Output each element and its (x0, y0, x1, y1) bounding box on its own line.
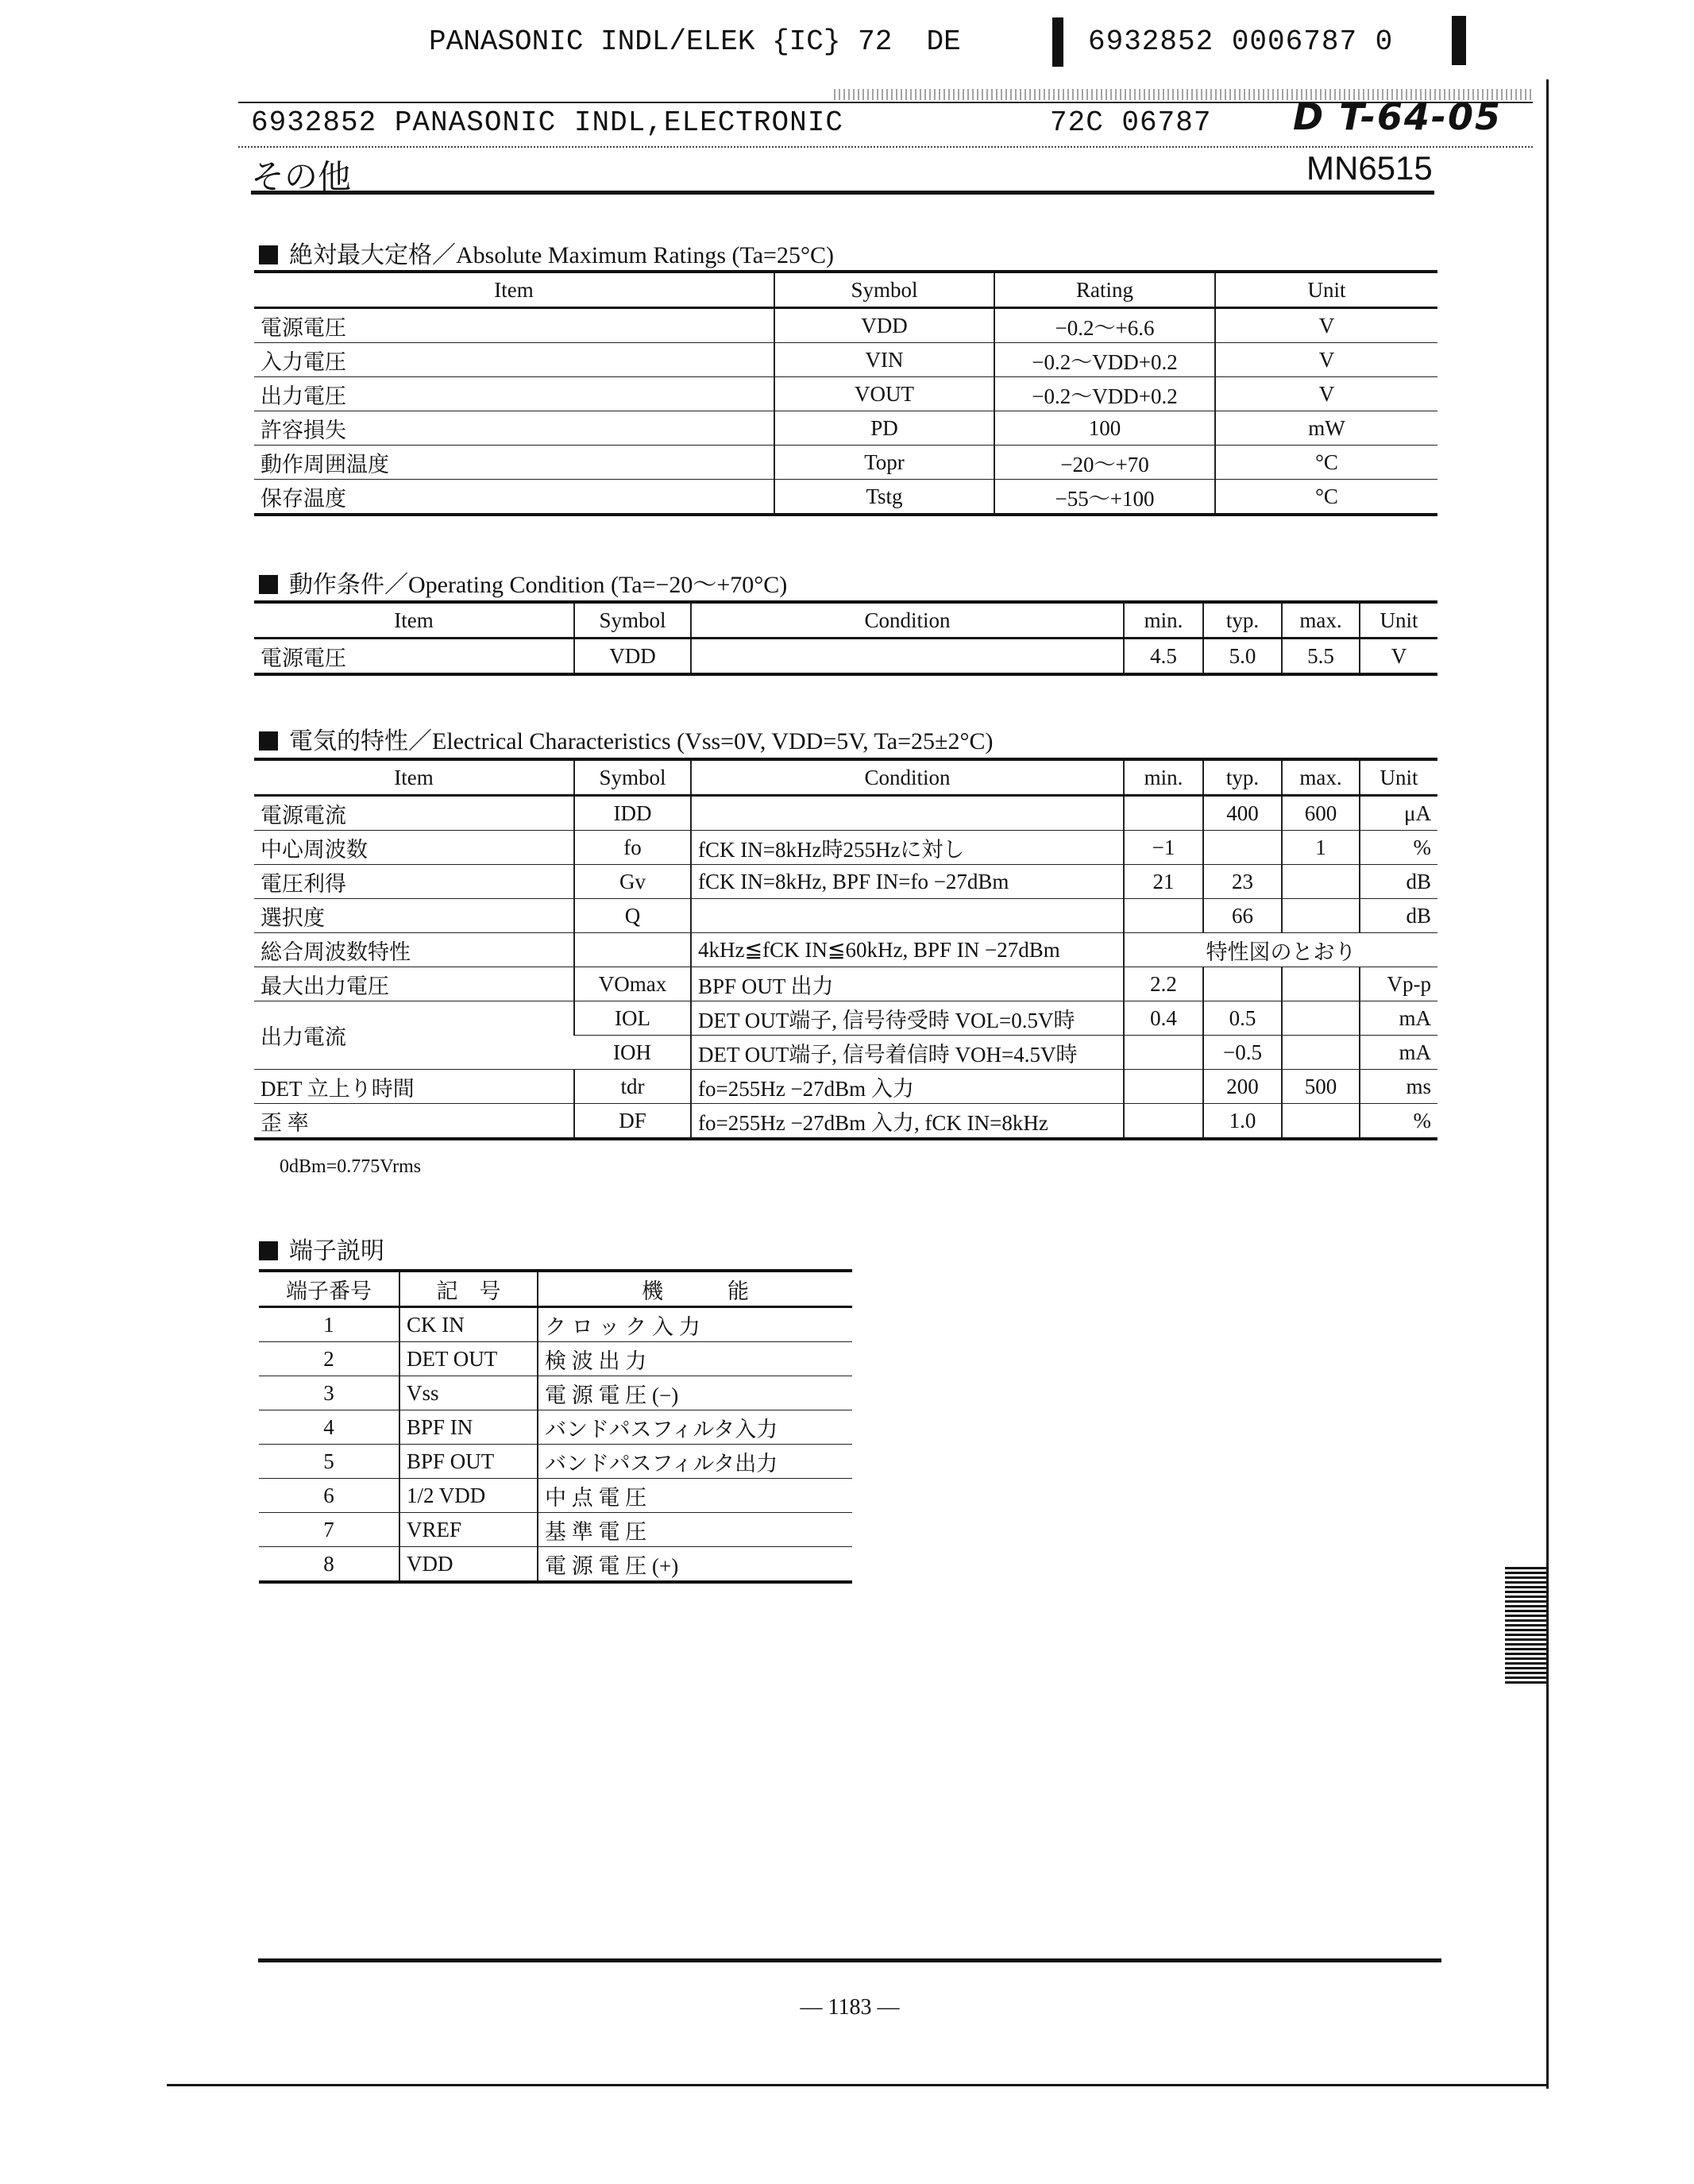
table-cell: PD (774, 411, 994, 446)
table-cell (1124, 1070, 1203, 1104)
table-cell: 100 (994, 411, 1215, 446)
table-cell: 動作周囲温度 (254, 446, 774, 480)
table-cell (1282, 899, 1360, 933)
table-cell: DET OUT (399, 1342, 538, 1376)
table-cell: 5 (259, 1445, 399, 1479)
table-cell: mA (1360, 1001, 1437, 1036)
table-cell: 3 (259, 1376, 399, 1410)
header-text: PANASONIC INDL/ELEK {IC} 72 (429, 25, 893, 58)
table-row (254, 933, 1437, 967)
column-header: Symbol (574, 602, 691, 639)
table-cell: VREF (399, 1513, 538, 1547)
column-header: Unit (1215, 272, 1437, 308)
table-cell (574, 933, 691, 967)
table-cell: 0.4 (1124, 1001, 1203, 1036)
table-cell: 電 源 電 圧 (−) (538, 1376, 852, 1410)
table-cell: fCK IN=8kHz時255Hzに対し (691, 831, 1124, 865)
table-cell: V (1215, 308, 1437, 343)
table-row (254, 343, 1437, 377)
table-cell: % (1360, 831, 1437, 865)
table-row (254, 865, 1437, 899)
column-header: Condition (691, 759, 1124, 796)
table-row (254, 639, 1437, 675)
table-cell: μA (1360, 796, 1437, 831)
table-cell (1124, 1036, 1203, 1070)
column-header: Symbol (774, 272, 994, 308)
table-cell: 特性図のとおり (1124, 933, 1437, 967)
table-cell: IOL (574, 1001, 691, 1036)
page-edge (1546, 79, 1549, 2089)
table-cell: 電圧利得 (254, 865, 574, 899)
table-cell: 出力電圧 (254, 377, 774, 411)
table-cell: dB (1360, 865, 1437, 899)
column-header: max. (1282, 759, 1360, 796)
column-header: min. (1124, 759, 1203, 796)
section-op-cond-title: 動作条件／Operating Condition (Ta=−20〜+70°C) (259, 565, 787, 600)
table-cell: fo=255Hz −27dBm 入力, fCK IN=8kHz (691, 1104, 1124, 1140)
rule (238, 146, 1533, 148)
table-cell (1124, 899, 1203, 933)
table-cell: −1 (1124, 831, 1203, 865)
table-cell: −0.2〜VDD+0.2 (994, 343, 1215, 377)
table-row (259, 1410, 852, 1445)
table-row (254, 377, 1437, 411)
column-header: max. (1282, 602, 1360, 639)
table-cell: 1/2 VDD (399, 1479, 538, 1513)
table-cell: 200 (1203, 1070, 1282, 1104)
table-cell: 中 点 電 圧 (538, 1479, 852, 1513)
header-code: 6932852 0006787 0 (1088, 25, 1394, 58)
column-header: Item (254, 272, 774, 308)
table-cell: 21 (1124, 865, 1203, 899)
column-header: min. (1124, 602, 1203, 639)
table-cell (1282, 1036, 1360, 1070)
table-cell: % (1360, 1104, 1437, 1140)
table-cell: ms (1360, 1070, 1437, 1104)
table-cell: mA (1360, 1036, 1437, 1070)
table-cell: 5.5 (1282, 639, 1360, 675)
table-cell: 電源電流 (254, 796, 574, 831)
table-row (259, 1513, 852, 1547)
abs-max-table (254, 270, 1437, 516)
table-cell: ク ロ ッ ク 入 力 (538, 1307, 852, 1342)
table-row (259, 1376, 852, 1410)
table-cell: DET 立上り時間 (254, 1070, 574, 1104)
category-label: その他 (251, 157, 352, 196)
table-cell: fo=255Hz −27dBm 入力 (691, 1070, 1124, 1104)
table-cell: 4 (259, 1410, 399, 1445)
section-elec-title: 電気的特性／Electrical Characteristics (Vss=0V, VDD=5V, Ta=25±2°C) (259, 721, 993, 756)
column-header: typ. (1203, 602, 1282, 639)
table-cell: −0.2〜VDD+0.2 (994, 377, 1215, 411)
table-cell: 電源電圧 (254, 308, 774, 343)
table-cell: mW (1215, 411, 1437, 446)
table-cell: °C (1215, 480, 1437, 515)
table-row (259, 1342, 852, 1376)
table-row (254, 831, 1437, 865)
table-cell: °C (1215, 446, 1437, 480)
table-cell (1282, 1104, 1360, 1140)
black-bar (1052, 17, 1063, 67)
table-row (254, 899, 1437, 933)
section-pins-title: 端子説明 (259, 1231, 384, 1266)
table-cell: 最大出力電圧 (254, 967, 574, 1001)
table-cell: 保存温度 (254, 480, 774, 515)
note: 0dBm=0.775Vrms (280, 1156, 422, 1177)
table-cell: BPF OUT (399, 1445, 538, 1479)
table-cell (691, 899, 1124, 933)
table-cell: 入力電圧 (254, 343, 774, 377)
table-cell: 400 (1203, 796, 1282, 831)
table-cell: BPF IN (399, 1410, 538, 1445)
table-row (254, 446, 1437, 480)
part-number: MN6515 (1306, 149, 1433, 187)
table-cell: 検 波 出 力 (538, 1342, 852, 1376)
column-header: Unit (1360, 759, 1437, 796)
table-cell (1282, 1001, 1360, 1036)
table-cell: 2.2 (1124, 967, 1203, 1001)
table-cell: VDD (774, 308, 994, 343)
table-row (254, 1104, 1437, 1140)
table-cell (691, 796, 1124, 831)
table-cell: Q (574, 899, 691, 933)
table-row (254, 796, 1437, 831)
table-cell: fCK IN=8kHz, BPF IN=fo −27dBm (691, 865, 1124, 899)
table-cell: 2 (259, 1342, 399, 1376)
title-rule (251, 191, 1434, 195)
table-cell: dB (1360, 899, 1437, 933)
table-cell: 5.0 (1203, 639, 1282, 675)
header-line2-code: 72C 06787 (1050, 106, 1212, 139)
table-cell: VDD (399, 1547, 538, 1583)
table-cell: DET OUT端子, 信号着信時 VOH=4.5V時 (691, 1036, 1124, 1070)
table-cell: −20〜+70 (994, 446, 1215, 480)
op-cond-table (254, 600, 1437, 676)
page-number: — 1183 — (800, 1995, 900, 2020)
table-cell: 7 (259, 1513, 399, 1547)
column-header: Rating (994, 272, 1215, 308)
table-cell: 500 (1282, 1070, 1360, 1104)
table-cell (691, 639, 1124, 675)
table-cell: DET OUT端子, 信号待受時 VOL=0.5V時 (691, 1001, 1124, 1036)
page-bottom-edge (167, 2084, 1549, 2086)
table-cell: VDD (574, 639, 691, 675)
table-cell (1203, 967, 1282, 1001)
table-cell: 4.5 (1124, 639, 1203, 675)
table-row (254, 1001, 1437, 1036)
elec-char-table (254, 758, 1437, 1140)
black-bar (1452, 16, 1466, 65)
table-cell (1282, 967, 1360, 1001)
fax-header-line (429, 25, 961, 58)
table-cell: Tstg (774, 480, 994, 515)
table-cell: 電源電圧 (254, 639, 574, 675)
section-abs-max-title: 絶対最大定格／Absolute Maximum Ratings (Ta=25°C) (259, 235, 834, 270)
table-cell: −55〜+100 (994, 480, 1215, 515)
table-cell: −0.5 (1203, 1036, 1282, 1070)
table-cell: バンドパスフィルタ入力 (538, 1410, 852, 1445)
table-cell: 0.5 (1203, 1001, 1282, 1036)
column-header: 端子番号 (259, 1271, 399, 1307)
pin-table (259, 1269, 852, 1584)
table-row (254, 308, 1437, 343)
header-line2: 6932852 PANASONIC INDL,ELECTRONIC (251, 106, 843, 139)
table-cell: バンドパスフィルタ出力 (538, 1445, 852, 1479)
table-cell: 出力電流 (254, 1001, 574, 1070)
table-cell: DF (574, 1104, 691, 1140)
table-cell (1203, 831, 1282, 865)
table-cell: 8 (259, 1547, 399, 1583)
table-cell: fo (574, 831, 691, 865)
table-cell: CK IN (399, 1307, 538, 1342)
column-header: 機 能 (538, 1271, 852, 1307)
table-cell: 1 (259, 1307, 399, 1342)
table-cell: IDD (574, 796, 691, 831)
column-header: Item (254, 602, 574, 639)
table-cell: 4kHz≦fCK IN≦60kHz, BPF IN −27dBm (691, 933, 1124, 967)
table-cell: 1 (1282, 831, 1360, 865)
table-row (259, 1479, 852, 1513)
table-cell: 総合周波数特性 (254, 933, 574, 967)
table-cell (1124, 1104, 1203, 1140)
table-cell: 23 (1203, 865, 1282, 899)
table-cell: Gv (574, 865, 691, 899)
header-de: DE (926, 25, 961, 58)
table-cell: VOUT (774, 377, 994, 411)
table-cell (1124, 796, 1203, 831)
table-row (259, 1547, 852, 1583)
column-header: Condition (691, 602, 1124, 639)
table-row (259, 1307, 852, 1342)
table-row (254, 411, 1437, 446)
table-cell: V (1360, 639, 1437, 675)
table-cell: 基 準 電 圧 (538, 1513, 852, 1547)
column-header: typ. (1203, 759, 1282, 796)
column-header: 記 号 (399, 1271, 538, 1307)
table-cell: tdr (574, 1070, 691, 1104)
column-header: Item (254, 759, 574, 796)
table-cell: 選択度 (254, 899, 574, 933)
table-cell: 6 (259, 1479, 399, 1513)
table-cell: 600 (1282, 796, 1360, 831)
table-row (254, 1070, 1437, 1104)
table-cell: V (1215, 377, 1437, 411)
table-cell: 歪 率 (254, 1104, 574, 1140)
table-cell: IOH (574, 1036, 691, 1070)
column-header: Unit (1360, 602, 1437, 639)
fax-marks (1505, 1567, 1546, 1686)
table-cell (1282, 865, 1360, 899)
table-cell: VOmax (574, 967, 691, 1001)
handwritten-stamp: D T-64-05 (1293, 95, 1503, 138)
table-row (259, 1445, 852, 1479)
table-cell: −0.2〜+6.6 (994, 308, 1215, 343)
table-cell: Vp-p (1360, 967, 1437, 1001)
table-cell: 中心周波数 (254, 831, 574, 865)
table-row (254, 967, 1437, 1001)
column-header: Symbol (574, 759, 691, 796)
table-cell: V (1215, 343, 1437, 377)
table-cell: 66 (1203, 899, 1282, 933)
table-cell: Vss (399, 1376, 538, 1410)
footer-rule (258, 1958, 1441, 1962)
table-cell: 1.0 (1203, 1104, 1282, 1140)
table-cell: 電 源 電 圧 (+) (538, 1547, 852, 1583)
table-cell: VIN (774, 343, 994, 377)
table-cell: BPF OUT 出力 (691, 967, 1124, 1001)
table-row (254, 480, 1437, 515)
table-cell: Topr (774, 446, 994, 480)
table-cell: 許容損失 (254, 411, 774, 446)
